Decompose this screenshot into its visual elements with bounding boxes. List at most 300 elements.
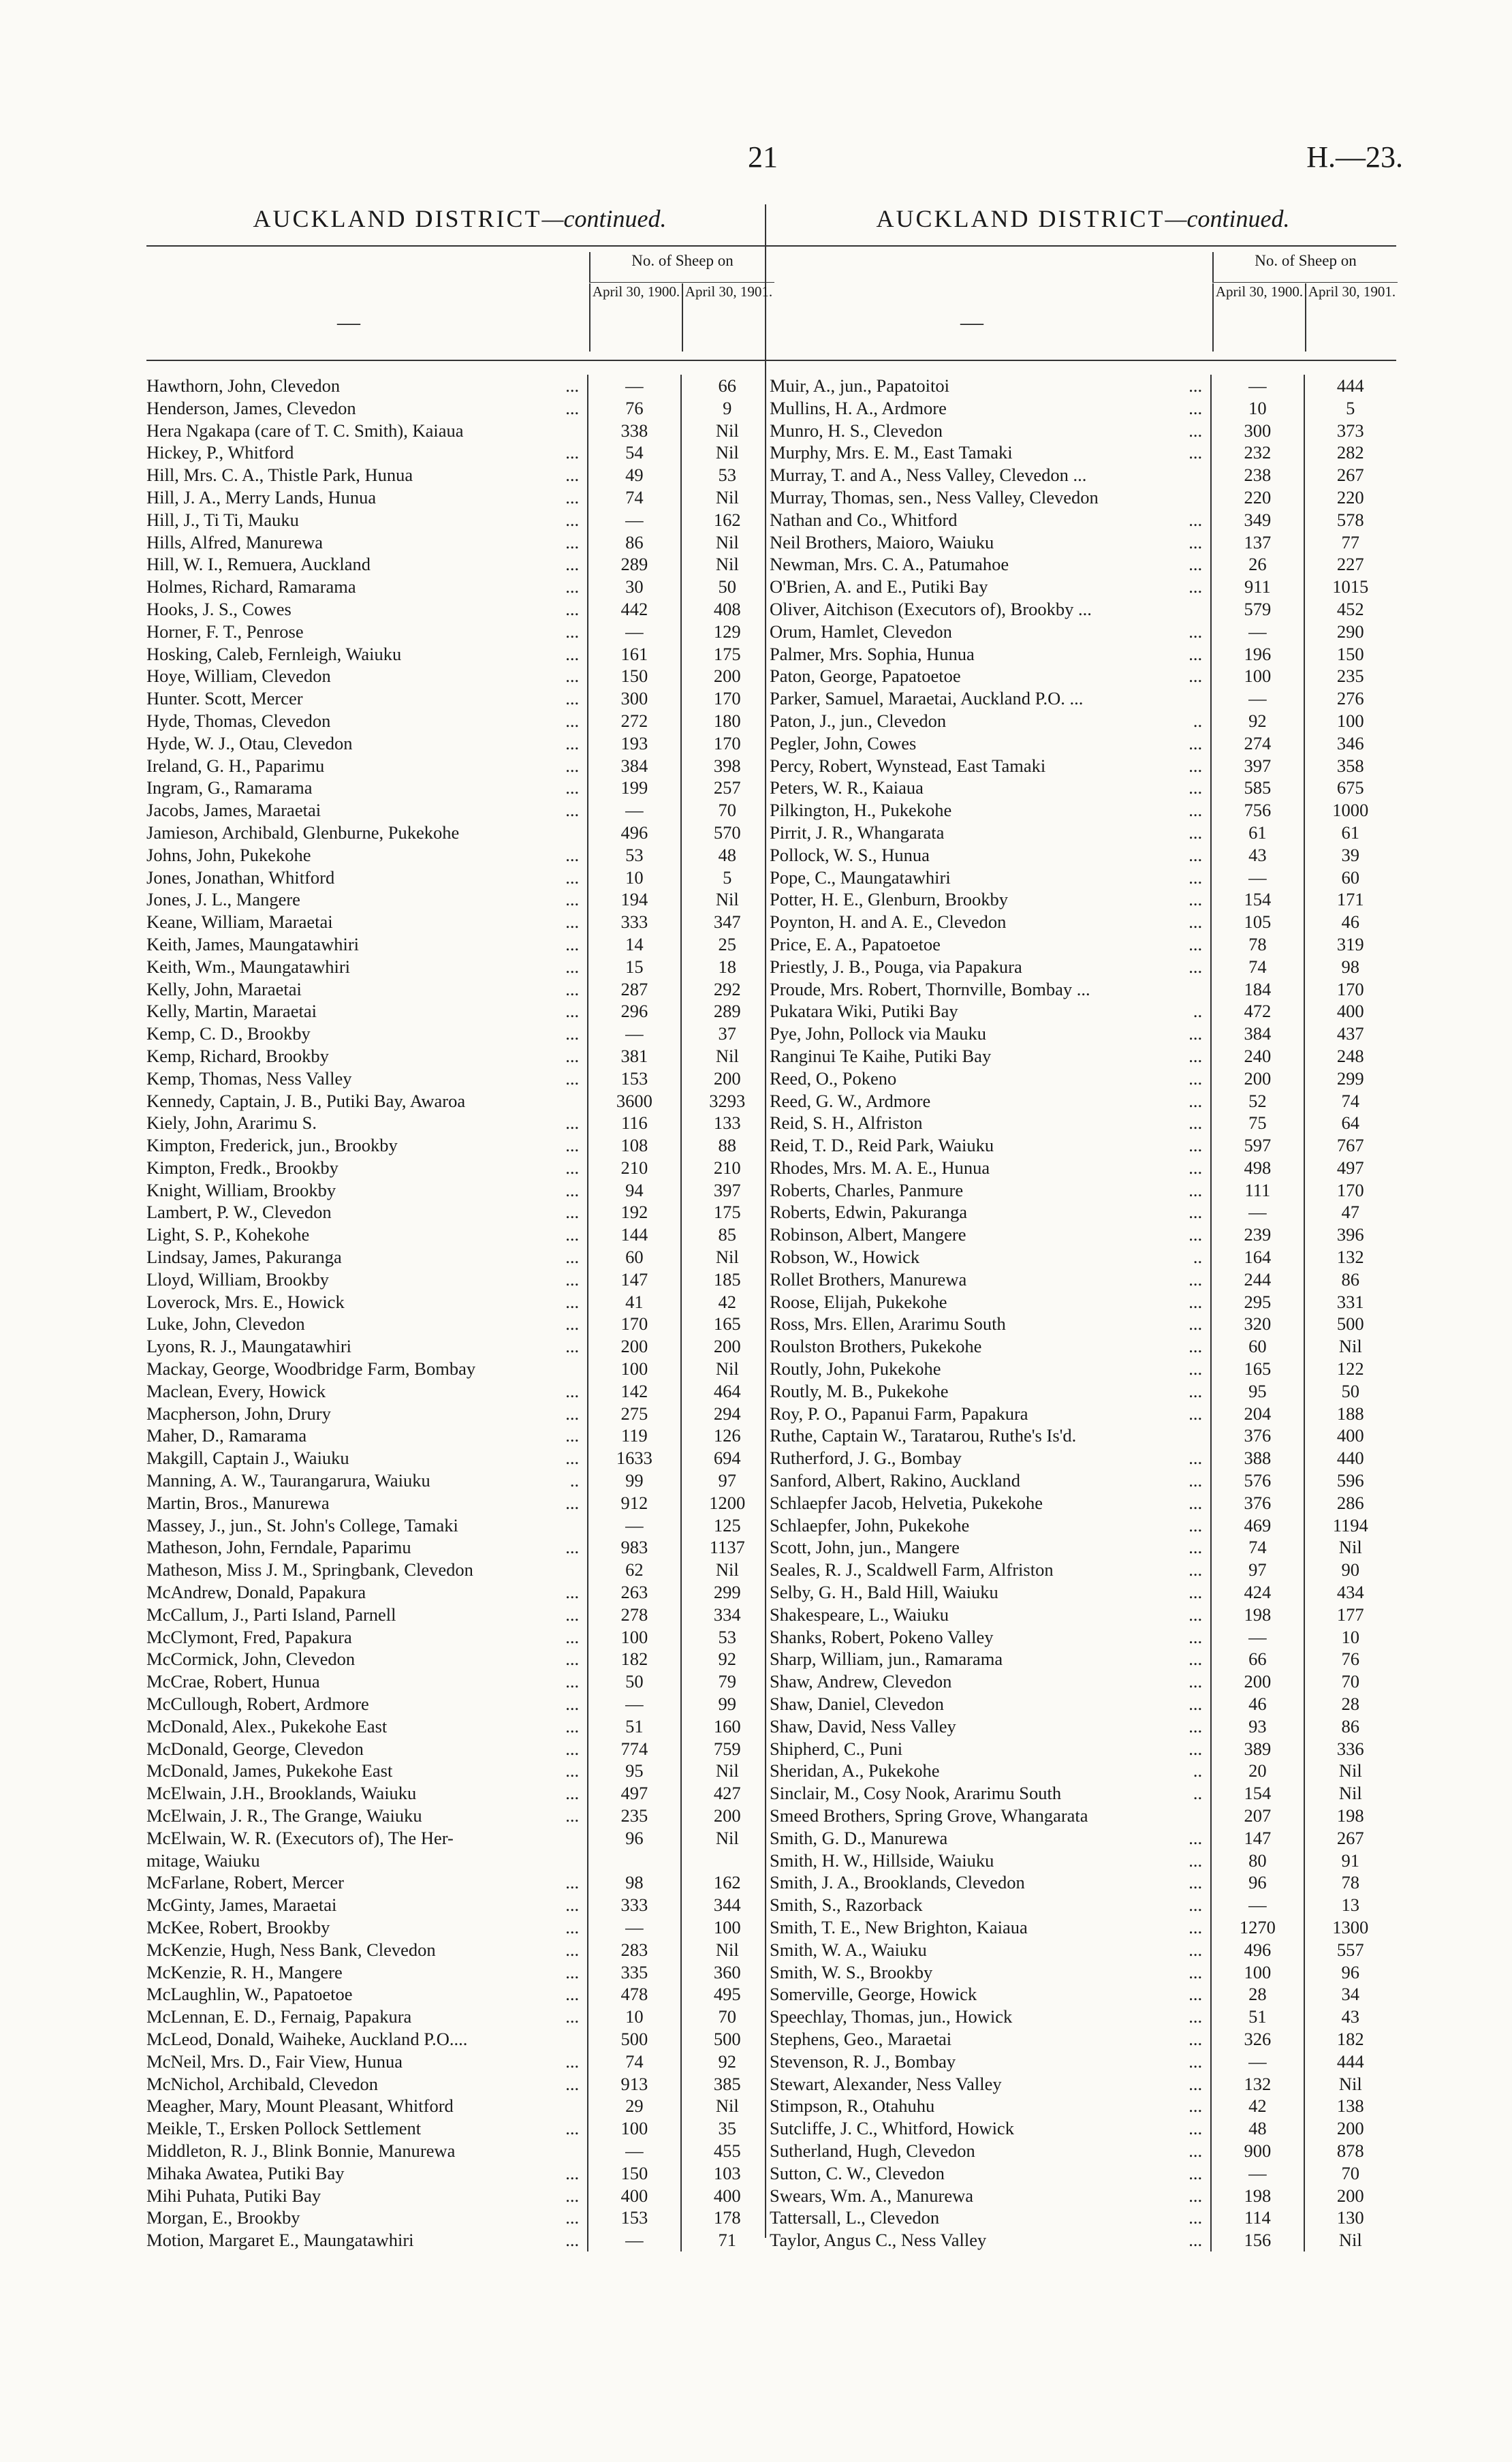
sheep-count-1901: 138 <box>1304 2095 1396 2117</box>
sheep-count-1900: 333 <box>587 911 680 933</box>
owner-name <box>146 1760 587 1782</box>
sheep-count-1900: 161 <box>587 643 680 666</box>
sheep-count-1900: 1633 <box>587 1447 680 1469</box>
sheep-count-1900: 114 <box>1210 2207 1303 2229</box>
sheep-count-1901: 178 <box>680 2207 773 2229</box>
table-row <box>770 1179 1396 1202</box>
table-row <box>146 1112 773 1134</box>
leader-dots: ... <box>563 1201 579 1224</box>
table-row <box>146 1760 773 1782</box>
owner-name <box>146 1670 587 1693</box>
leader-dots: ... <box>563 2162 579 2185</box>
sheep-count-1900: 1270 <box>1210 1916 1303 1939</box>
owner-name-text: Pilkington, H., Pukekohe <box>770 800 952 821</box>
leader-dots: .. <box>1191 1246 1202 1268</box>
owner-name <box>770 486 1210 509</box>
owner-name-text: Knight, William, Brookby <box>146 1179 336 1200</box>
leader-dots: ... <box>1186 844 1202 867</box>
sheep-count-1901: 64 <box>1304 1112 1396 1134</box>
sheep-count-1901: 444 <box>1304 375 1396 397</box>
owner-name-text: Reid, T. D., Reid Park, Waiuku <box>770 1135 994 1156</box>
owner-name <box>146 1738 587 1760</box>
leader-dots: ... <box>563 1670 579 1693</box>
owner-name-text: Muir, A., jun., Papatoitoi <box>770 375 949 396</box>
owner-name <box>146 2207 587 2229</box>
table-row <box>146 732 773 755</box>
sheep-count-1901: 100 <box>680 1916 773 1939</box>
leader-dots: ... <box>563 531 579 554</box>
owner-name-text: McNeil, Mrs. D., Fair View, Hunua <box>146 2051 403 2072</box>
table-row <box>146 441 773 464</box>
sheep-count-1901: 1137 <box>680 1536 773 1559</box>
owner-name-text: Smith, T. E., New Brighton, Kaiaua <box>770 1916 1028 1937</box>
sheep-count-1900: 912 <box>587 1492 680 1514</box>
owner-name-text: Proude, Mrs. Robert, Thornville, Bombay ... <box>770 978 1090 999</box>
sheep-count-1901: 162 <box>680 509 773 531</box>
owner-name <box>770 1961 1210 1984</box>
sheep-count-1900: 182 <box>587 1648 680 1670</box>
leader-dots: ... <box>1186 2006 1202 2028</box>
sheep-count-1900: 153 <box>587 2207 680 2229</box>
owner-name <box>770 1626 1210 1649</box>
owner-name-text: Rhodes, Mrs. M. A. E., Hunua <box>770 1157 990 1178</box>
sheep-count-1901: 200 <box>1304 2185 1396 2207</box>
sheep-count-1901: Nil <box>1304 1536 1396 1559</box>
table-row <box>770 1581 1396 1604</box>
owner-name <box>146 1068 587 1090</box>
sheep-count-1901: 92 <box>680 2051 773 2073</box>
leader-dots: ... <box>563 1380 579 1403</box>
owner-name <box>146 799 587 822</box>
table-row <box>770 1424 1396 1447</box>
leader-dots: ... <box>563 1581 579 1604</box>
sheep-count-1900: 300 <box>1210 420 1303 442</box>
sheep-count-1900: 150 <box>587 2162 680 2185</box>
table-row <box>770 888 1396 911</box>
leader-dots: ... <box>1186 1738 1202 1760</box>
owner-name <box>770 2140 1210 2162</box>
sheep-count-1900: — <box>587 1916 680 1939</box>
sheep-count-1901: 125 <box>680 1514 773 1537</box>
table-row <box>146 1068 773 1090</box>
table-row <box>146 710 773 732</box>
leader-dots: ... <box>1186 1157 1202 1179</box>
leader-dots: ... <box>1186 1179 1202 1202</box>
sheep-count-1901: 1194 <box>1304 1514 1396 1537</box>
owner-name-text: Smith, W. A., Waiuku <box>770 1939 927 1960</box>
owner-name-text: Sutton, C. W., Clevedon <box>770 2162 945 2183</box>
table-row <box>770 1916 1396 1939</box>
leader-dots: ... <box>563 598 579 621</box>
leader-dots: ... <box>563 1291 579 1313</box>
sheep-count-1900: 30 <box>587 576 680 598</box>
sheep-count-1901: 347 <box>680 911 773 933</box>
owner-name-text: Luke, John, Clevedon <box>146 1313 305 1335</box>
sheep-count-1900: 496 <box>587 822 680 844</box>
sheep-count-1900: — <box>1210 2051 1303 2073</box>
table-row <box>146 2073 773 2095</box>
owner-name <box>146 1335 587 1358</box>
table-row <box>770 1291 1396 1313</box>
owner-name-text: Mackay, George, Woodbridge Farm, Bombay <box>146 1358 476 1380</box>
table-row <box>146 509 773 531</box>
table-row <box>770 1626 1396 1649</box>
owner-name <box>146 1403 587 1425</box>
sheep-count-1901: 292 <box>680 978 773 1001</box>
sheep-count-1901: 46 <box>1304 911 1396 933</box>
leader-dots: ... <box>1186 1827 1202 1850</box>
owner-name <box>146 576 587 598</box>
owner-name <box>146 621 587 643</box>
owner-name <box>770 1916 1210 1939</box>
owner-name <box>146 1424 587 1447</box>
owner-name <box>770 1447 1210 1469</box>
sheep-count-1900: 111 <box>1210 1179 1303 1202</box>
sheep-count-1901: 596 <box>1304 1469 1396 1492</box>
sheep-count-1901: 5 <box>680 867 773 889</box>
owner-name-text: McGinty, James, Maraetai <box>146 1895 337 1916</box>
sheep-count-1901: 408 <box>680 598 773 621</box>
leader-dots: ... <box>563 1693 579 1715</box>
table-row <box>146 1871 773 1894</box>
table-row <box>146 1693 773 1715</box>
owner-name-text: Pirrit, J. R., Whangarata <box>770 822 945 843</box>
table-row <box>146 1961 773 1984</box>
owner-name <box>146 375 587 397</box>
table-row <box>770 933 1396 956</box>
sheep-count-1900: 10 <box>587 867 680 889</box>
table-row <box>146 420 773 442</box>
leader-dots: ... <box>1186 933 1202 956</box>
table-row <box>770 531 1396 554</box>
sheep-count-1900: 29 <box>587 2095 680 2117</box>
owner-name <box>146 397 587 420</box>
sheep-count-1900: 98 <box>587 1871 680 1894</box>
sheep-count-1901: Nil <box>680 553 773 576</box>
sheep-count-1901: 132 <box>1304 1246 1396 1268</box>
sheep-count-1900: 300 <box>587 687 680 710</box>
leader-dots: ... <box>1186 799 1202 822</box>
table-row <box>770 1871 1396 1894</box>
sheep-count-1900: 272 <box>587 710 680 732</box>
owner-name <box>146 867 587 889</box>
owner-name <box>770 1559 1210 1581</box>
owner-name <box>770 1648 1210 1670</box>
table-row <box>770 2140 1396 2162</box>
owner-name <box>146 1201 587 1224</box>
sheep-count-1900: 244 <box>1210 1268 1303 1291</box>
owner-name <box>146 844 587 867</box>
owner-name-text: Murphy, Mrs. E. M., East Tamaki <box>770 442 1013 463</box>
owner-name <box>146 1827 587 1850</box>
sheep-count-1900: 49 <box>587 464 680 486</box>
table-row <box>770 1268 1396 1291</box>
table-row <box>770 1604 1396 1626</box>
sheep-count-1900: 92 <box>1210 710 1303 732</box>
sheep-count-1901: 267 <box>1304 464 1396 486</box>
table-row <box>146 1738 773 1760</box>
owner-name-text: McLaughlin, W., Papatoetoe <box>146 1984 353 2005</box>
leader-dots: ... <box>563 1536 579 1559</box>
sheep-count-1901: 373 <box>1304 420 1396 442</box>
sheep-count-1900: 263 <box>587 1581 680 1604</box>
owner-name <box>770 1782 1210 1805</box>
sheep-count-1900: 74 <box>587 486 680 509</box>
leader-dots: ... <box>563 933 579 956</box>
owner-name <box>770 911 1210 933</box>
leader-dots: ... <box>563 2117 579 2140</box>
sheep-count-1901: 1015 <box>1304 576 1396 598</box>
leader-dots: ... <box>563 441 579 464</box>
table-row <box>146 2095 773 2117</box>
sheep-count-1901: 331 <box>1304 1291 1396 1313</box>
left-column <box>146 204 773 2251</box>
owner-name <box>770 1871 1210 1894</box>
table-row <box>770 1112 1396 1134</box>
leader-dots: ... <box>563 956 579 978</box>
owner-name <box>146 1715 587 1738</box>
leader-dots: ... <box>563 888 579 911</box>
table-row <box>146 1179 773 1202</box>
sheep-count-1900: — <box>587 621 680 643</box>
leader-dots: ... <box>1186 1447 1202 1469</box>
owner-name <box>770 1536 1210 1559</box>
owner-name <box>770 710 1210 732</box>
sheep-count-1901: 74 <box>1304 1090 1396 1112</box>
leader-dots: ... <box>1186 2185 1202 2207</box>
owner-name-text: Holmes, Richard, Ramarama <box>146 576 356 597</box>
owner-name <box>770 978 1210 1001</box>
sheep-count-1901: 396 <box>1304 1224 1396 1246</box>
sheep-count-1900: 42 <box>1210 2095 1303 2117</box>
table-row <box>146 2185 773 2207</box>
owner-name-text: Percy, Robert, Wynstead, East Tamaki <box>770 755 1046 776</box>
sheep-count-1901: 200 <box>1304 2117 1396 2140</box>
sheep-count-1901: 133 <box>680 1112 773 1134</box>
sheep-count-1901: 175 <box>680 643 773 666</box>
owner-name-text: Hill, Mrs. C. A., Thistle Park, Hunua <box>146 465 413 486</box>
leader-dots: ... <box>1186 1536 1202 1559</box>
leader-dots: ... <box>1186 2073 1202 2095</box>
leader-dots: ... <box>563 1648 579 1670</box>
owner-name-text: Palmer, Mrs. Sophia, Hunua <box>770 643 975 664</box>
sheep-count-1901: 103 <box>680 2162 773 2185</box>
owner-name <box>770 888 1210 911</box>
table-row <box>770 464 1396 486</box>
sheep-count-1900: — <box>1210 1894 1303 1916</box>
sheep-count-1901: 85 <box>680 1224 773 1246</box>
sheep-count-1900: 46 <box>1210 1693 1303 1715</box>
table-row <box>770 1201 1396 1224</box>
table-row <box>770 1358 1396 1380</box>
table-row <box>770 1023 1396 1045</box>
sheep-count-1900: 496 <box>1210 1939 1303 1961</box>
table-row <box>770 2006 1396 2028</box>
owner-name <box>146 1112 587 1134</box>
sheep-count-1900: 61 <box>1210 822 1303 844</box>
table-row <box>770 822 1396 844</box>
table-row <box>770 486 1396 509</box>
sheep-count-1901: 400 <box>1304 1424 1396 1447</box>
sheep-count-1901: 767 <box>1304 1134 1396 1157</box>
owner-name-text: Jacobs, James, Maraetai <box>146 800 321 821</box>
owner-name <box>770 1514 1210 1537</box>
sheep-count-1900: 349 <box>1210 509 1303 531</box>
leader-dots: ... <box>1186 1403 1202 1425</box>
leader-dots: ... <box>1186 1090 1202 1112</box>
leader-dots: ... <box>1186 1045 1202 1068</box>
sheep-count-1900: 900 <box>1210 2140 1303 2162</box>
sheep-count-1900: 424 <box>1210 1581 1303 1604</box>
leader-dots: ... <box>1186 1983 1202 2006</box>
owner-name <box>146 956 587 978</box>
owner-name-text: Meagher, Mary, Mount Pleasant, Whitford <box>146 2095 454 2117</box>
sheep-count-1900: 911 <box>1210 576 1303 598</box>
leader-dots: ... <box>563 1246 579 1268</box>
owner-name <box>770 1045 1210 1068</box>
leader-dots: ... <box>1186 576 1202 598</box>
table-row <box>146 1626 773 1649</box>
sheep-count-1901: 13 <box>1304 1894 1396 1916</box>
leader-dots: ... <box>563 2006 579 2028</box>
owner-name <box>770 1380 1210 1403</box>
sheep-count-1900: 15 <box>587 956 680 978</box>
owner-name-text: Hill, W. I., Remuera, Auckland <box>146 554 371 575</box>
table-row <box>770 1157 1396 1179</box>
table-row <box>146 2207 773 2229</box>
table-row <box>770 598 1396 621</box>
owner-name-text: Sanford, Albert, Rakino, Auckland <box>770 1470 1020 1491</box>
owner-name <box>770 1090 1210 1112</box>
sheep-count-1901: 48 <box>680 844 773 867</box>
owner-name-text: Rutherford, J. G., Bombay <box>770 1448 962 1469</box>
table-row <box>146 1939 773 1961</box>
owner-name-text: McLeod, Donald, Waiheke, Auckland P.O.... <box>146 2028 468 2049</box>
sheep-count-1900: 147 <box>587 1268 680 1291</box>
table-row <box>146 1648 773 1670</box>
sheep-count-1901: Nil <box>680 486 773 509</box>
table-row <box>770 1045 1396 1068</box>
table-row <box>146 822 773 844</box>
sheep-count-1901: 440 <box>1304 1447 1396 1469</box>
table-row <box>770 2095 1396 2117</box>
owner-name-text: Roberts, Edwin, Pakuranga <box>770 1202 967 1223</box>
owner-name <box>146 1179 587 1202</box>
owner-name-text: Jones, Jonathan, Whitford <box>146 867 335 888</box>
owner-name <box>770 1335 1210 1358</box>
sheep-count-1901: 70 <box>1304 1670 1396 1693</box>
sheep-count-1901: 1200 <box>680 1492 773 1514</box>
sheep-count-1900: 278 <box>587 1604 680 1626</box>
sheep-count-1900: 376 <box>1210 1492 1303 1514</box>
owner-name <box>770 2162 1210 2185</box>
sheep-count-1901: 336 <box>1304 1738 1396 1760</box>
table-row <box>770 978 1396 1001</box>
sheep-count-1900: 338 <box>587 420 680 442</box>
leader-dots: ... <box>563 464 579 486</box>
leader-dots: ... <box>563 732 579 755</box>
owner-name <box>770 1894 1210 1916</box>
owner-name-text: McCormick, John, Clevedon <box>146 1649 356 1670</box>
table-row <box>146 1268 773 1291</box>
owner-name <box>146 911 587 933</box>
sheep-count-1901: 200 <box>680 1335 773 1358</box>
table-row <box>146 375 773 397</box>
owner-name <box>770 956 1210 978</box>
sheep-count-1901: 385 <box>680 2073 773 2095</box>
owner-name <box>146 1380 587 1403</box>
sheep-count-1901: Nil <box>680 1939 773 1961</box>
owner-name <box>770 1738 1210 1760</box>
owner-name <box>770 732 1210 755</box>
sheep-count-1900: 53 <box>587 844 680 867</box>
sheep-count-1900: — <box>1210 1626 1303 1649</box>
table-row <box>146 1291 773 1313</box>
owner-name <box>770 1023 1210 1045</box>
page-number: 21 <box>748 140 778 174</box>
sheep-count-1900: 198 <box>1210 1604 1303 1626</box>
table-row <box>770 1068 1396 1090</box>
sheep-count-1900: 100 <box>1210 665 1303 687</box>
leader-dots: .. <box>1191 1782 1202 1805</box>
name-column-header: — <box>337 310 360 335</box>
owner-name <box>770 1604 1210 1626</box>
owner-name-text: Robinson, Albert, Mangere <box>770 1224 966 1245</box>
table-row <box>770 732 1396 755</box>
owner-name <box>146 888 587 911</box>
owner-name-text: Sinclair, M., Cosy Nook, Ararimu South <box>770 1783 1062 1804</box>
sheep-count-1901: Nil <box>680 1827 773 1850</box>
sheep-count-1901: 162 <box>680 1871 773 1894</box>
leader-dots: ... <box>563 1604 579 1626</box>
owner-name-text: McCullough, Robert, Ardmore <box>146 1694 369 1715</box>
owner-name <box>770 2229 1210 2251</box>
sheep-count-1900: — <box>1210 1201 1303 1224</box>
owner-name-text: Kemp, Richard, Brookby <box>146 1045 329 1066</box>
leader-dots: ... <box>563 2073 579 2095</box>
leader-dots: ... <box>563 375 579 397</box>
owner-name <box>770 1760 1210 1782</box>
owner-name <box>146 1626 587 1649</box>
leader-dots: ... <box>563 799 579 822</box>
owner-name-text: Reid, S. H., Alfriston <box>770 1112 923 1134</box>
owner-name <box>146 1581 587 1604</box>
table-row <box>146 397 773 420</box>
sheep-count-1900: 333 <box>587 1894 680 1916</box>
table-row <box>146 665 773 687</box>
sheep-count-1901: 170 <box>680 732 773 755</box>
sheep-count-1901: Nil <box>1304 1335 1396 1358</box>
owner-name-text: Roose, Elijah, Pukekohe <box>770 1291 947 1312</box>
table-row <box>770 1134 1396 1157</box>
owner-name <box>146 2185 587 2207</box>
sheep-count-1900: 66 <box>1210 1648 1303 1670</box>
owner-name-text: Kelly, John, Maraetai <box>146 978 302 999</box>
owner-name-text: Kimpton, Frederick, jun., Brookby <box>146 1135 398 1156</box>
table-row <box>770 1447 1396 1469</box>
owner-name-text: Smeed Brothers, Spring Grove, Whangarata <box>770 1805 1088 1826</box>
sheep-count-1901: 53 <box>680 464 773 486</box>
sheep-count-1900: 472 <box>1210 1000 1303 1023</box>
sheep-count-1900: 14 <box>587 933 680 956</box>
owner-name <box>146 1358 587 1380</box>
sheep-count-1901: 42 <box>680 1291 773 1313</box>
owner-name <box>146 1492 587 1514</box>
owner-name <box>770 509 1210 531</box>
leader-dots: ... <box>563 1000 579 1023</box>
sheep-count-1900: 75 <box>1210 1112 1303 1134</box>
sheep-count-1901: 286 <box>1304 1492 1396 1514</box>
